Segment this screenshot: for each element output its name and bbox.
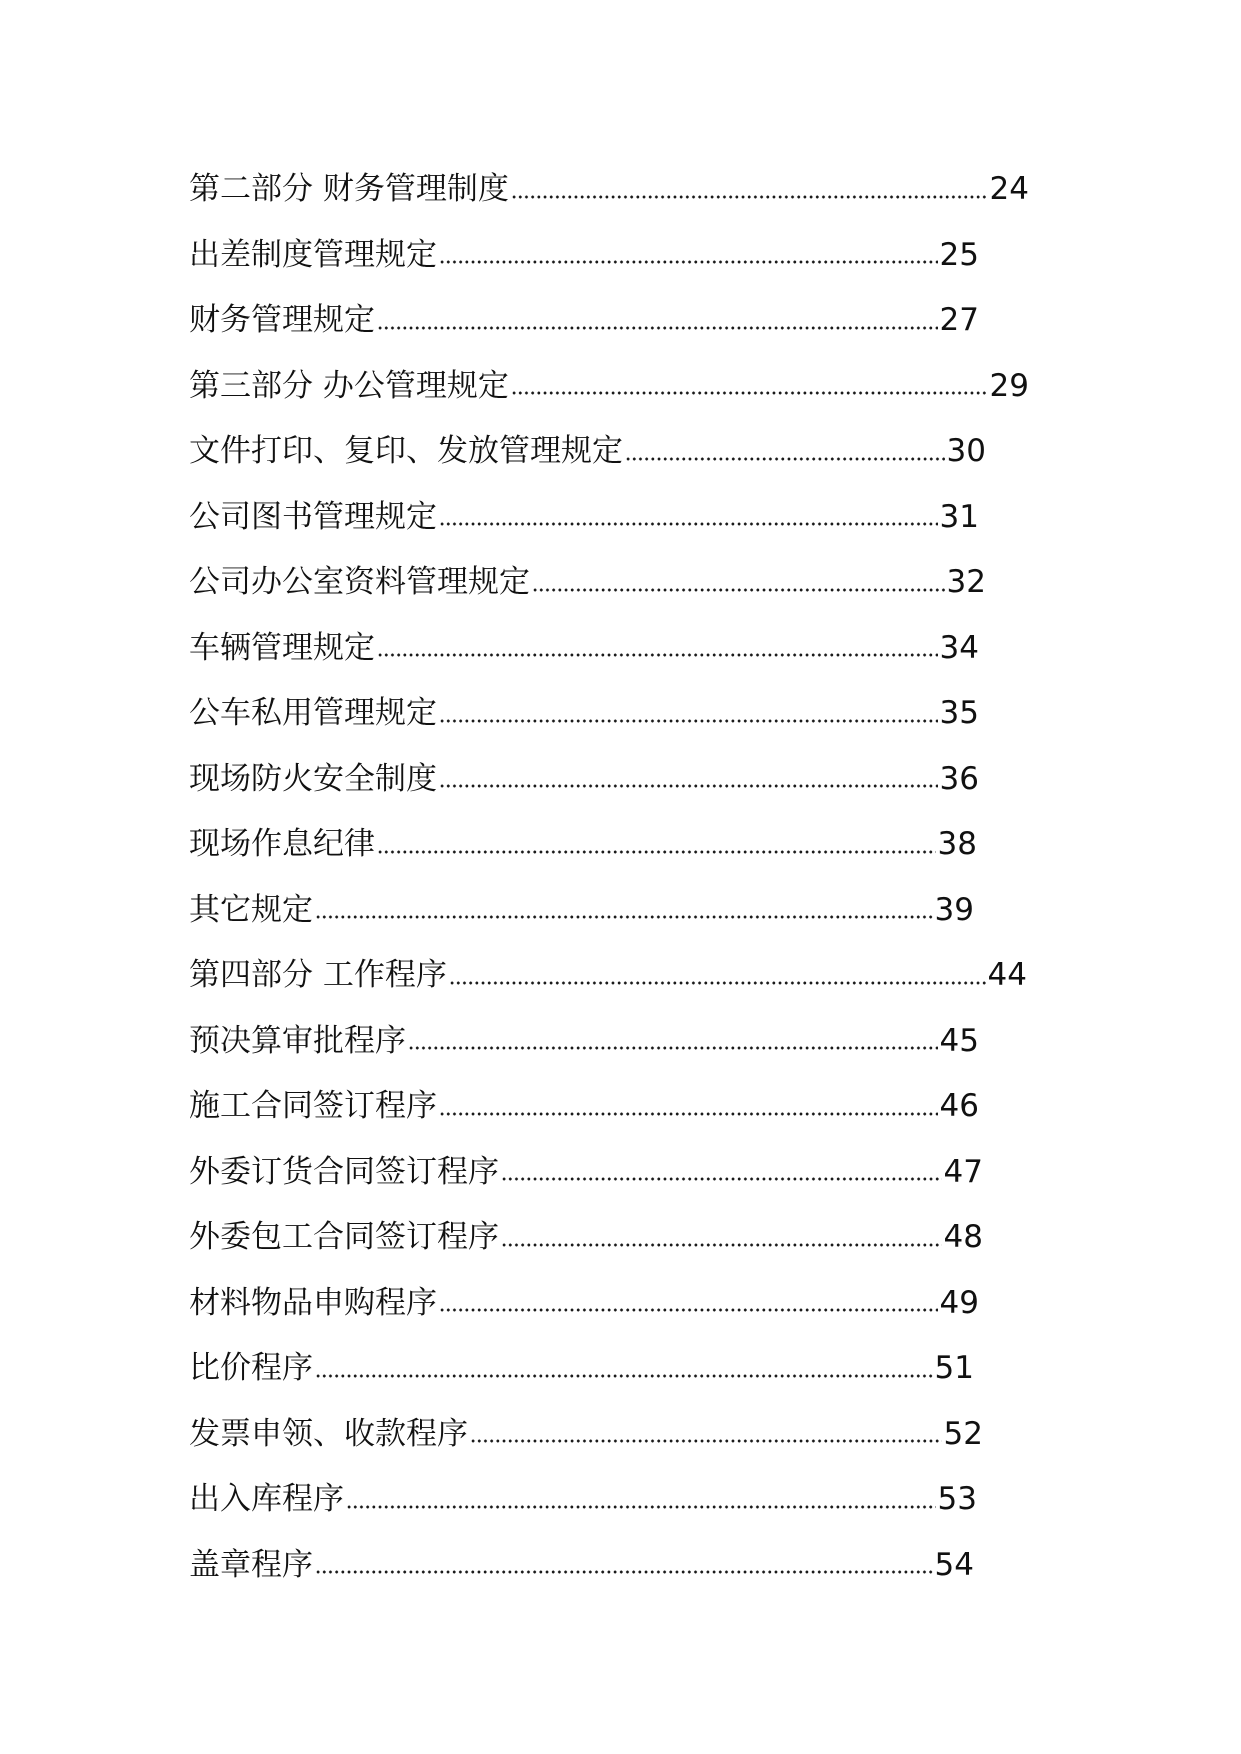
toc-dot-leader [439, 1308, 938, 1312]
toc-entry[interactable] [189, 1271, 979, 1337]
toc-entry-page-number: 36 [939, 760, 979, 797]
toc-entry-title: 外委订货合同签订程序 [189, 1153, 499, 1190]
toc-entry-title: 出入库程序 [189, 1481, 344, 1518]
toc-entry[interactable] [189, 485, 979, 551]
toc-entry[interactable] [189, 943, 1027, 1009]
toc-dot-leader [501, 1243, 942, 1247]
toc-entry[interactable] [189, 354, 1029, 420]
toc-entry-page-number: 35 [939, 695, 979, 732]
toc-dot-leader [511, 195, 988, 199]
toc-dot-leader [470, 1439, 942, 1443]
toc-entry[interactable] [189, 1336, 974, 1402]
toc-dot-leader [377, 850, 936, 854]
toc-entry-page-number: 53 [937, 1481, 977, 1518]
toc-entry-page-number: 30 [946, 433, 986, 470]
toc-entry-title: 预决算审批程序 [189, 1022, 406, 1059]
toc-entry-title: 发票申领、收款程序 [189, 1415, 468, 1452]
toc-dot-leader [346, 1505, 936, 1509]
toc-entry[interactable] [189, 1402, 983, 1468]
toc-entry-page-number: 52 [943, 1415, 983, 1452]
toc-entry-title: 第四部分 工作程序 [189, 957, 447, 994]
toc-entry[interactable] [189, 1467, 977, 1533]
toc-dot-leader [532, 588, 945, 592]
toc-entry-title: 施工合同签订程序 [189, 1088, 437, 1125]
toc-entry[interactable] [189, 1074, 979, 1140]
toc-entry-page-number: 49 [939, 1284, 979, 1321]
toc-entry-title: 第二部分 财务管理制度 [189, 171, 509, 208]
toc-dot-leader [501, 1177, 942, 1181]
toc-entry-title: 比价程序 [189, 1350, 313, 1387]
toc-entry-title: 其它规定 [189, 891, 313, 928]
toc-dot-leader [315, 1570, 933, 1574]
toc-entry-page-number: 31 [939, 498, 979, 535]
toc-entry-page-number: 39 [934, 891, 974, 928]
toc-entry-title: 文件打印、复印、发放管理规定 [189, 433, 623, 470]
toc-entry-page-number: 24 [989, 171, 1029, 208]
toc-entry-title: 车辆管理规定 [189, 629, 375, 666]
toc-dot-leader [449, 981, 986, 985]
toc-entry-title: 公司图书管理规定 [189, 498, 437, 535]
toc-entry[interactable] [189, 747, 979, 813]
toc-entry[interactable] [189, 1140, 983, 1206]
toc-entry-title: 外委包工合同签订程序 [189, 1219, 499, 1256]
toc-entry[interactable] [189, 1009, 979, 1075]
toc-dot-leader [408, 1046, 938, 1050]
toc-entry-title: 材料物品申购程序 [189, 1284, 437, 1321]
toc-entry-title: 公司办公室资料管理规定 [189, 564, 530, 601]
toc-entry-page-number: 44 [987, 957, 1027, 994]
toc-entry[interactable] [189, 1205, 983, 1271]
table-of-contents [189, 157, 1069, 1598]
toc-entry-title: 出差制度管理规定 [189, 236, 437, 273]
toc-entry-page-number: 54 [934, 1546, 974, 1583]
toc-entry-page-number: 27 [939, 302, 979, 339]
toc-entry[interactable] [189, 223, 979, 289]
toc-entry-page-number: 45 [939, 1022, 979, 1059]
toc-entry[interactable] [189, 681, 979, 747]
toc-entry-page-number: 46 [939, 1088, 979, 1125]
toc-dot-leader [315, 915, 933, 919]
toc-entry-page-number: 25 [939, 236, 979, 273]
toc-entry-page-number: 38 [937, 826, 977, 863]
toc-dot-leader [439, 522, 938, 526]
toc-entry-title: 公车私用管理规定 [189, 695, 437, 732]
toc-dot-leader [439, 719, 938, 723]
toc-dot-leader [377, 653, 938, 657]
toc-dot-leader [511, 391, 988, 395]
toc-entry-title: 财务管理规定 [189, 302, 375, 339]
toc-dot-leader [315, 1374, 933, 1378]
toc-entry[interactable] [189, 157, 1029, 223]
toc-entry-page-number: 29 [989, 367, 1029, 404]
toc-entry-page-number: 48 [943, 1219, 983, 1256]
toc-entry-page-number: 32 [946, 564, 986, 601]
toc-dot-leader [439, 260, 938, 264]
toc-dot-leader [439, 784, 938, 788]
toc-entry[interactable] [189, 550, 986, 616]
toc-dot-leader [377, 326, 938, 330]
toc-entry-page-number: 51 [934, 1350, 974, 1387]
toc-entry-title: 现场作息纪律 [189, 826, 375, 863]
toc-dot-leader [439, 1112, 938, 1116]
toc-dot-leader [625, 457, 945, 461]
toc-entry-title: 盖章程序 [189, 1546, 313, 1583]
toc-entry-page-number: 34 [939, 629, 979, 666]
toc-entry[interactable] [189, 878, 974, 944]
toc-entry[interactable] [189, 288, 979, 354]
toc-entry-title: 第三部分 办公管理规定 [189, 367, 509, 404]
toc-entry[interactable] [189, 812, 977, 878]
toc-entry-page-number: 47 [943, 1153, 983, 1190]
toc-entry-title: 现场防火安全制度 [189, 760, 437, 797]
toc-entry[interactable] [189, 1533, 974, 1599]
toc-entry[interactable] [189, 419, 986, 485]
toc-entry[interactable] [189, 616, 979, 682]
